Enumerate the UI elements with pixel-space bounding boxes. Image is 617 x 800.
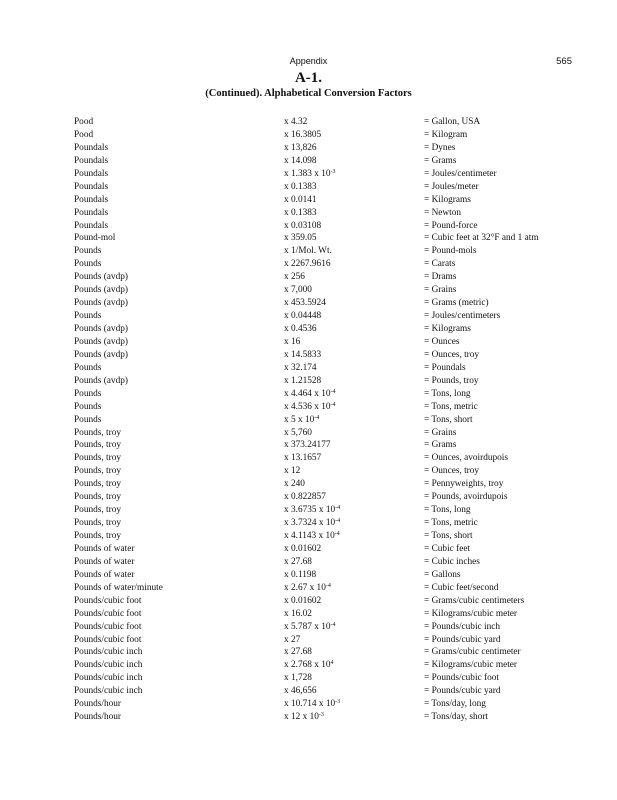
result-cell: = Ounces, avoirdupois bbox=[424, 453, 508, 464]
unit-cell: Pood bbox=[74, 117, 94, 127]
factor-exponent: -4 bbox=[330, 621, 336, 628]
factor-value: x 2.67 x 10 bbox=[284, 582, 326, 593]
result-cell: = Tons, long bbox=[424, 505, 471, 516]
factor-value: x 4.1143 x 10 bbox=[284, 531, 335, 541]
table-row bbox=[0, 439, 617, 452]
factor-exponent: -4 bbox=[314, 414, 320, 421]
factor-cell bbox=[284, 634, 300, 647]
factor-value: x 14.5833 bbox=[284, 349, 322, 360]
table-row bbox=[0, 530, 617, 543]
result-cell: = Pounds/cubic foot bbox=[424, 673, 499, 684]
factor-exponent: -3 bbox=[318, 712, 324, 719]
unit-cell: Pounds of water bbox=[74, 543, 135, 554]
table-row bbox=[0, 698, 617, 711]
factor-cell bbox=[284, 530, 340, 543]
factor-cell bbox=[284, 220, 321, 233]
result-cell: = Gallons bbox=[424, 569, 461, 580]
factor-value: x 1.383 x 10 bbox=[284, 168, 331, 179]
factor-value: x 5 x 10 bbox=[284, 414, 315, 425]
table-row bbox=[0, 129, 617, 142]
unit-cell: Pounds bbox=[74, 311, 102, 322]
table-row bbox=[0, 582, 617, 595]
table-row bbox=[0, 245, 617, 258]
result-cell: = Tons, short bbox=[424, 414, 473, 425]
result-cell: = Pounds, avoirdupois bbox=[424, 492, 508, 503]
factor-value: x 7,000 bbox=[284, 285, 312, 296]
table-row bbox=[0, 556, 617, 569]
unit-cell: Pounds of water/minute bbox=[74, 582, 163, 593]
running-header: Appendix bbox=[289, 56, 328, 66]
result-cell: = Cubic feet/second bbox=[424, 582, 499, 593]
result-cell: = Poundals bbox=[424, 362, 466, 373]
factor-value: x 4.536 x 10 bbox=[284, 401, 331, 412]
factor-exponent: -3 bbox=[335, 699, 341, 706]
factor-cell bbox=[284, 672, 312, 685]
table-row bbox=[0, 634, 617, 647]
result-cell: = Grains bbox=[424, 427, 457, 438]
factor-cell bbox=[284, 232, 317, 245]
table-row bbox=[0, 388, 617, 401]
factor-value: x 0.01602 bbox=[284, 543, 322, 554]
factor-exponent: -4 bbox=[335, 505, 341, 512]
table-row bbox=[0, 491, 617, 504]
result-cell: = Grams/cubic centimeters bbox=[424, 595, 525, 606]
unit-cell: Pounds/cubic inch bbox=[74, 673, 143, 684]
unit-cell: Pounds (avdp) bbox=[74, 375, 128, 386]
table-row bbox=[0, 452, 617, 465]
unit-cell: Pounds bbox=[74, 388, 102, 399]
table-row bbox=[0, 258, 617, 271]
unit-cell: Pounds/cubic foot bbox=[74, 608, 142, 619]
factor-cell bbox=[284, 582, 331, 595]
table-row bbox=[0, 310, 617, 323]
factor-cell bbox=[284, 414, 319, 427]
factor-cell bbox=[284, 310, 321, 323]
unit-cell: Pounds/cubic foot bbox=[74, 634, 142, 645]
table-row bbox=[0, 194, 617, 207]
table-row bbox=[0, 427, 617, 440]
factor-cell bbox=[284, 129, 321, 142]
table-row bbox=[0, 504, 617, 517]
factor-value: x 5.787 x 10 bbox=[284, 621, 331, 632]
unit-cell: Pounds, troy bbox=[74, 518, 122, 529]
table-row bbox=[0, 336, 617, 349]
factor-value: x 240 bbox=[284, 479, 305, 490]
factor-cell bbox=[284, 181, 317, 194]
unit-cell: Pounds, troy bbox=[74, 505, 122, 516]
result-cell: = Pound-force bbox=[424, 220, 478, 231]
unit-cell: Pounds (avdp) bbox=[74, 285, 128, 296]
factor-value: x 3.7324 x 10 bbox=[284, 518, 336, 529]
factor-cell bbox=[284, 465, 300, 478]
factor-value: x 27.68 bbox=[284, 647, 312, 658]
unit-cell: Poundals bbox=[74, 168, 109, 179]
result-cell: = Cubic feet bbox=[424, 543, 471, 554]
table-row bbox=[0, 569, 617, 582]
table-row bbox=[0, 181, 617, 194]
factor-value: x 0.1383 bbox=[284, 181, 317, 192]
factor-value: x 4.464 x 10 bbox=[284, 388, 331, 399]
result-cell: = Grams bbox=[424, 440, 457, 451]
factor-cell bbox=[284, 258, 330, 271]
unit-cell: Pounds of water bbox=[74, 569, 135, 580]
unit-cell: Pounds/cubic inch bbox=[74, 686, 143, 697]
result-cell: = Gallon, USA bbox=[424, 117, 481, 127]
factor-exponent: -4 bbox=[330, 401, 336, 408]
factor-value: x 16 bbox=[284, 336, 301, 347]
factor-cell bbox=[284, 711, 324, 724]
factor-value: x 13,826 bbox=[284, 142, 317, 153]
result-cell: = Kilograms/cubic meter bbox=[424, 608, 518, 619]
unit-cell: Pounds, troy bbox=[74, 427, 122, 438]
unit-cell: Pounds, troy bbox=[74, 453, 122, 464]
factor-cell bbox=[284, 362, 317, 375]
table-row bbox=[0, 465, 617, 478]
unit-cell: Pounds bbox=[74, 414, 102, 425]
factor-value: x 0.822857 bbox=[284, 492, 326, 503]
unit-cell: Pounds, troy bbox=[74, 492, 122, 503]
unit-cell: Pounds, troy bbox=[74, 440, 122, 451]
factor-cell bbox=[284, 284, 312, 297]
result-cell: = Kilograms bbox=[424, 194, 471, 205]
unit-cell: Pounds (avdp) bbox=[74, 324, 128, 334]
result-cell: = Kilograms/cubic meter bbox=[424, 660, 518, 671]
factor-cell bbox=[284, 595, 321, 608]
table-row bbox=[0, 517, 617, 530]
factor-cell bbox=[284, 621, 335, 634]
table-row bbox=[0, 685, 617, 698]
result-cell: = Drams bbox=[424, 272, 457, 283]
table-row bbox=[0, 646, 617, 659]
factor-value: x 27 bbox=[284, 634, 301, 645]
factor-cell bbox=[284, 543, 321, 556]
result-cell: = Grams bbox=[424, 155, 457, 166]
factor-exponent: -4 bbox=[325, 582, 331, 589]
factor-cell bbox=[284, 556, 312, 569]
factor-value: x 453.5924 bbox=[284, 298, 326, 309]
result-cell: = Ounces bbox=[424, 336, 460, 347]
factor-value: x 373.24177 bbox=[284, 440, 331, 451]
table-row bbox=[0, 142, 617, 155]
factor-cell bbox=[284, 439, 330, 452]
factor-cell bbox=[284, 155, 317, 168]
factor-cell bbox=[284, 245, 332, 258]
factor-cell bbox=[284, 116, 307, 129]
factor-cell bbox=[284, 375, 321, 388]
result-cell: = Cubic inches bbox=[424, 556, 480, 567]
factor-cell bbox=[284, 168, 335, 181]
unit-cell: Pounds/cubic inch bbox=[74, 660, 143, 671]
factor-cell bbox=[284, 659, 333, 672]
factor-exponent: -4 bbox=[334, 531, 340, 537]
unit-cell: Pounds (avdp) bbox=[74, 349, 128, 360]
result-cell: = Dynes bbox=[424, 142, 456, 153]
table-row bbox=[0, 284, 617, 297]
factor-value: x 0.1383 bbox=[284, 207, 317, 218]
factor-cell bbox=[284, 323, 317, 336]
result-cell: = Joules/meter bbox=[424, 181, 479, 192]
factor-cell bbox=[284, 271, 305, 284]
factor-value: x 16.3805 bbox=[284, 129, 322, 140]
factor-value: x 12 x 10 bbox=[284, 712, 319, 723]
unit-cell: Pounds (avdp) bbox=[74, 272, 128, 283]
factor-value: x 3.6735 x 10 bbox=[284, 505, 336, 516]
table-row bbox=[0, 401, 617, 414]
unit-cell: Pounds/hour bbox=[74, 712, 122, 723]
factor-value: x 2.768 x 10 bbox=[284, 660, 331, 671]
unit-cell: Pounds/cubic foot bbox=[74, 595, 142, 606]
table-row bbox=[0, 271, 617, 284]
factor-value: x 27.68 bbox=[284, 556, 312, 567]
factor-value: x 10.714 x 10 bbox=[284, 699, 336, 710]
table-row bbox=[0, 168, 617, 181]
factor-cell bbox=[284, 646, 312, 659]
result-cell: = Ounces, troy bbox=[424, 349, 480, 360]
factor-cell bbox=[284, 685, 317, 698]
result-cell: = Tons, short bbox=[424, 531, 473, 541]
table-row bbox=[0, 232, 617, 245]
factor-value: x 13.1657 bbox=[284, 453, 322, 464]
table-row bbox=[0, 349, 617, 362]
unit-cell: Poundals bbox=[74, 194, 109, 205]
table-row bbox=[0, 220, 617, 233]
result-cell: = Pounds, troy bbox=[424, 375, 479, 386]
page-number: 565 bbox=[556, 56, 572, 67]
factor-value: x 1.21528 bbox=[284, 375, 322, 386]
factor-value: x 0.03108 bbox=[284, 220, 322, 231]
factor-value: x 12 bbox=[284, 466, 301, 477]
table-row bbox=[0, 711, 617, 724]
result-cell: = Cubic feet at 32°F and 1 atm bbox=[424, 233, 539, 244]
factor-value: x 1,728 bbox=[284, 673, 312, 684]
table-row bbox=[0, 116, 617, 129]
result-cell: = Carats bbox=[424, 259, 456, 270]
result-cell: = Tons, metric bbox=[424, 401, 478, 412]
result-cell: = Tons/day, short bbox=[424, 712, 488, 723]
factor-value: x 32.174 bbox=[284, 362, 317, 373]
table-row bbox=[0, 362, 617, 375]
table-row bbox=[0, 155, 617, 168]
unit-cell: Pounds bbox=[74, 246, 102, 257]
factor-cell bbox=[284, 517, 340, 530]
table-row bbox=[0, 478, 617, 491]
unit-cell: Pounds of water bbox=[74, 556, 135, 567]
factor-cell bbox=[284, 297, 326, 310]
factor-cell bbox=[284, 142, 317, 155]
table-title: A-1. bbox=[294, 70, 323, 86]
result-cell: = Pounds/cubic inch bbox=[424, 621, 500, 632]
factor-value: x 256 bbox=[284, 272, 305, 283]
table-row bbox=[0, 414, 617, 427]
factor-cell bbox=[284, 388, 335, 401]
factor-cell bbox=[284, 207, 317, 220]
result-cell: = Pounds/cubic yard bbox=[424, 686, 501, 697]
factor-cell bbox=[284, 698, 340, 711]
table-subtitle: (Continued). Alphabetical Conversion Factors bbox=[205, 88, 412, 99]
factor-cell bbox=[284, 491, 326, 504]
factor-cell bbox=[284, 401, 335, 414]
factor-cell bbox=[284, 608, 312, 621]
factor-value: x 14.098 bbox=[284, 155, 317, 166]
unit-cell: Pound-mol bbox=[74, 233, 116, 244]
result-cell: = Tons, metric bbox=[424, 518, 478, 529]
table-row bbox=[0, 543, 617, 556]
unit-cell: Pounds, troy bbox=[74, 479, 122, 490]
factor-value: x 4.32 bbox=[284, 117, 308, 127]
unit-cell: Pounds, troy bbox=[74, 466, 122, 477]
result-cell: = Newton bbox=[424, 207, 462, 218]
factor-value: x 0.4536 bbox=[284, 324, 317, 334]
factor-value: x 1/Mol. Wt. bbox=[284, 246, 332, 257]
factor-cell bbox=[284, 349, 321, 362]
factor-value: x 359.05 bbox=[284, 233, 317, 244]
unit-cell: Pounds (avdp) bbox=[74, 336, 128, 347]
factor-value: x 16.02 bbox=[284, 608, 312, 619]
table-row bbox=[0, 297, 617, 310]
result-cell: = Grams/cubic centimeter bbox=[424, 647, 521, 658]
factor-value: x 0.04448 bbox=[284, 311, 322, 322]
table-row bbox=[0, 207, 617, 220]
table-row bbox=[0, 672, 617, 685]
result-cell: = Grains bbox=[424, 285, 457, 296]
table-row bbox=[0, 595, 617, 608]
factor-value: x 2267.9616 bbox=[284, 259, 331, 270]
unit-cell: Poundals bbox=[74, 207, 109, 218]
result-cell: = Tons/day, long bbox=[424, 699, 486, 710]
result-cell: = Grams (metric) bbox=[424, 298, 489, 309]
factor-value: x 0.0141 bbox=[284, 194, 317, 205]
factor-cell bbox=[284, 478, 305, 491]
unit-cell: Pounds, troy bbox=[74, 531, 122, 541]
factor-value: x 0.01602 bbox=[284, 595, 322, 606]
unit-cell: Pood bbox=[74, 129, 94, 140]
factor-cell bbox=[284, 194, 317, 207]
unit-cell: Pounds bbox=[74, 259, 102, 270]
conversion-table bbox=[0, 116, 617, 724]
factor-exponent: -4 bbox=[335, 518, 341, 525]
factor-cell bbox=[284, 452, 321, 465]
table-row bbox=[0, 621, 617, 634]
result-cell: = Joules/centimeters bbox=[424, 311, 501, 322]
result-cell: = Pounds/cubic yard bbox=[424, 634, 501, 645]
factor-exponent: -4 bbox=[330, 388, 336, 395]
unit-cell: Pounds (avdp) bbox=[74, 298, 128, 309]
unit-cell: Poundals bbox=[74, 155, 109, 166]
table-row bbox=[0, 375, 617, 388]
factor-exponent: 4 bbox=[330, 660, 334, 667]
result-cell: = Pound-mols bbox=[424, 246, 477, 257]
unit-cell: Pounds/cubic inch bbox=[74, 647, 143, 658]
factor-value: x 5,760 bbox=[284, 427, 312, 438]
unit-cell: Poundals bbox=[74, 181, 109, 192]
factor-value: x 46,656 bbox=[284, 686, 317, 697]
result-cell: = Kilogram bbox=[424, 129, 468, 140]
unit-cell: Pounds/hour bbox=[74, 699, 122, 710]
factor-cell bbox=[284, 569, 316, 582]
table-row bbox=[0, 659, 617, 672]
result-cell: = Joules/centimeter bbox=[424, 168, 497, 179]
unit-cell: Poundals bbox=[74, 220, 109, 231]
unit-cell: Pounds bbox=[74, 401, 102, 412]
unit-cell: Pounds/cubic foot bbox=[74, 621, 142, 632]
result-cell: = Tons, long bbox=[424, 388, 471, 399]
table-row bbox=[0, 323, 617, 336]
factor-cell bbox=[284, 427, 312, 440]
factor-cell bbox=[284, 336, 300, 349]
result-cell: = Ounces, troy bbox=[424, 466, 480, 477]
result-cell: = Pennyweights, troy bbox=[424, 479, 504, 490]
unit-cell: Pounds bbox=[74, 362, 102, 373]
factor-cell bbox=[284, 504, 340, 517]
result-cell: = Kilograms bbox=[424, 324, 471, 334]
factor-exponent: -3 bbox=[330, 168, 336, 175]
table-row bbox=[0, 608, 617, 621]
unit-cell: Poundals bbox=[74, 142, 109, 153]
factor-value: x 0.1198 bbox=[284, 569, 317, 580]
